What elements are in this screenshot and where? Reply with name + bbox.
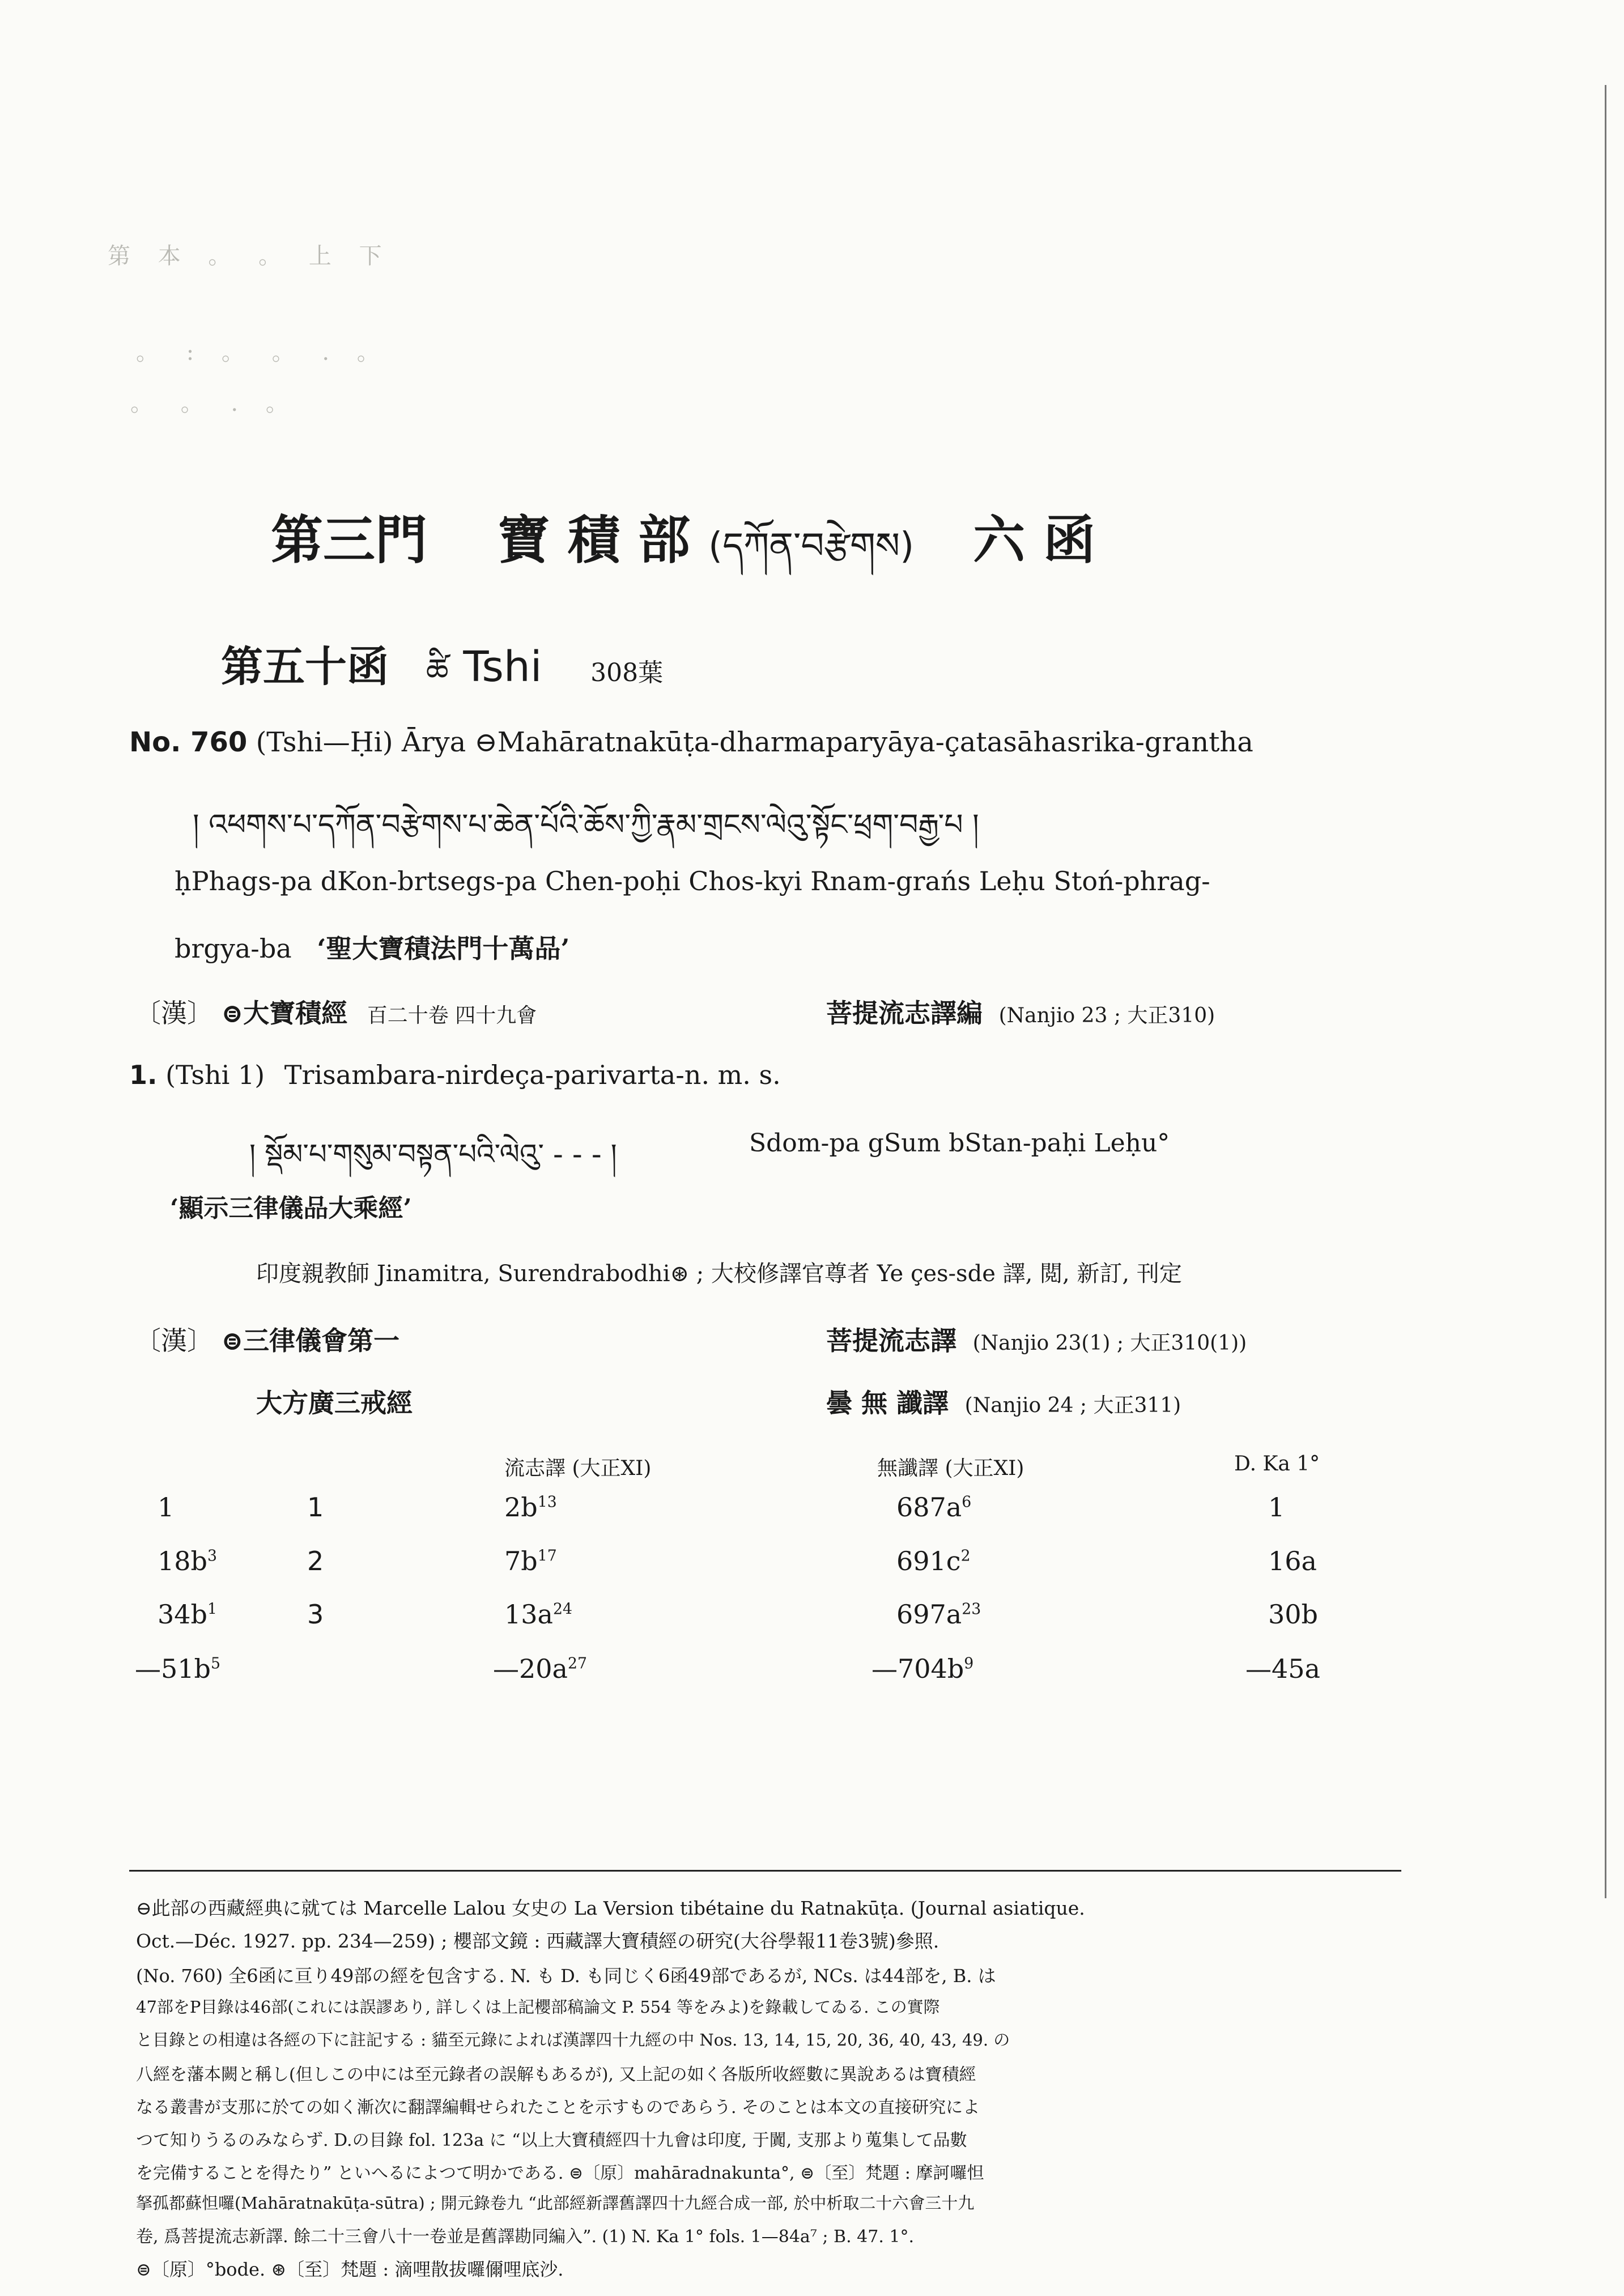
section-volumes: 六 函 [973,509,1096,571]
item1-han1-translator-line [826,1320,1247,1358]
item1-title-line [129,1060,781,1090]
cell-col4: $687a^6$ [896,1492,972,1523]
footnote-2i: 卷, 爲菩提流志新譯. 餘二十三會八十一卷並是舊譯勘同編入”. (1) N. Ka 1° fols. 1—84a⁷ ; B. 47. 1°. [136,2227,915,2247]
volume-roman: Tshi [463,643,542,691]
item1-ref: (Tshi 1) [165,1060,265,1090]
item1-han2-translator: 曇 無 讖譯 [826,1388,949,1418]
table-header-liuzhi: 流志譯 (大正XI) [504,1457,652,1480]
entry-han-label: 〔漢〕 [135,998,213,1028]
item1-jp-title: ‘顯示三律儀品大乘經’ [170,1194,412,1223]
entry-han-size: 百二十卷 四十九會 [367,1004,537,1027]
cell-col1: 1 [158,1492,175,1523]
item1-tibetan: ། སྡོམ་པ་གསུམ་བསྟན་པའི་ལེའུ་ - - - ། [249,1138,617,1171]
item1-han2-title: 大方廣三戒經 [256,1388,413,1418]
entry-translit-2-text: brgya-ba [175,933,292,964]
section-name: 寶 積 部 [498,509,691,571]
entry-ref: (Tshi—Ḥi) [256,726,393,758]
item1-han1-ref: (Nanjio 23(1) ; 大正310(1)) [972,1332,1247,1355]
page-edge-line [1605,85,1606,1898]
entry-han-translator: 菩提流志譯編 [826,998,983,1028]
entry-tibetan: ། འཕགས་པ་དཀོན་བརྩེགས་པ་ཆེན་པོའི་ཆོས་ཀྱི་རྣམ་གྲངས་ལེའུ་སྟོང་ཕྲག་བརྒྱ་པ ། [193,808,979,842]
footnote-1b: Oct.—Déc. 1927. pp. 234—259) ; 櫻部文鏡 : 西藏譯大寶積經の研究(大谷學報11卷3號)參照. [136,1930,939,1952]
cell-col1: $—51b^5$ [135,1653,220,1684]
entry-han-title: ⊜大寶積經 [221,998,348,1028]
entry-jp-title: ‘聖大寶積法門十萬品’ [317,933,570,964]
entry-title-line [129,726,1253,758]
item1-han1-label: 〔漢〕 [135,1325,213,1356]
footnote-1a: ⊖此部の西藏經典に就ては Marcelle Lalou 女史の La Version tibétaine du Ratnakūṭa. (Journal asiatique. [136,1897,1085,1919]
footnote-2h: 拏孤都蘇怛囉(Mahāratnakūṭa-sūtra) ; 開元錄卷九 “此部經新譯舊譯四十九經合成一部, 於中析取二十六會三十九 [136,2193,975,2213]
table-header-wuchen: 無讖譯 (大正XI) [877,1457,1024,1480]
entry-translit-1: ḥPhags-pa dKon-brtsegs-pa Chen-poḥi Chos-kyi Rnam-grańs Leḥu Stoń-phrag- [175,866,1210,896]
section-heading [271,499,1095,607]
footnote-3: ⊜〔原〕°bode. ⊛〔至〕梵題 : 滴哩散拔囉儞哩底沙. [136,2259,564,2280]
item1-han2-ref: (Nanjio 24 ; 大正311) [964,1394,1181,1417]
entry-han-line [135,993,537,1030]
footnote-2f: つて知りうるのみならず. D.の目錄 fol. 123a に “以上大寶積經四十九會は印度, 于闐, 支那より蒐集して品數 [136,2131,967,2150]
item1-han1-line [135,1320,399,1358]
entry-han-translator-line [826,993,1215,1030]
faint-marks-3: 。 。 . 。 [130,390,299,416]
cell-col2: 1 [307,1492,324,1523]
faint-marks-2: 。 : 。 。 . 。 [136,339,390,365]
entry-translit-2 [175,928,569,966]
cell-col2: 3 [307,1599,324,1630]
item1-han1-title: ⊜三律儀會第一 [221,1325,400,1356]
entry-han-ref: (Nanjio 23 ; 大正310) [998,1004,1215,1027]
cell-col3: $13a^{24}$ [504,1599,572,1630]
item1-number: 1. [129,1060,158,1090]
footnote-2c: と目錄との相違は各經の下に註記する : 貓至元錄によれば漢譯四十九經の中 Nos. 13, 14, 15, 20, 36, 40, 43, 49. の [136,2030,1010,2050]
cell-col5: 30b [1268,1599,1318,1630]
cell-col3: $2b^{13}$ [504,1492,557,1523]
cell-col5: —45a [1245,1653,1320,1684]
cell-col3: $7b^{17}$ [504,1546,557,1576]
cell-col5: 1 [1268,1492,1285,1523]
table-header-derge: D. Ka 1° [1234,1452,1320,1476]
cell-col4: $—704b^9$ [871,1653,974,1684]
item1-han2-translator-line [826,1383,1181,1420]
entry-number: No. 760 [129,726,248,758]
footnote-2b: 47部をP目錄は46部(これには誤謬あり, 詳しくは上記櫻部稿論文 P. 554 等をみよ)を錄載してゐる. この實際 [136,1997,940,2017]
section-tibetan: (དཀོན་བརྩེགས) [708,525,915,567]
section-part: 第三門 [271,509,428,571]
cell-col4: $697a^{23}$ [896,1599,981,1630]
item1-han1-translator: 菩提流志譯 [826,1325,956,1356]
footnote-2d: 八經を藩本闕と稱し(但しこの中には至元錄者の誤解もあるが), 又上記の如く各版所收經數に異說あるは寶積經 [136,2065,976,2085]
volume-tib-letter: ཚི [426,652,449,689]
volume-leaves: 308葉 [590,658,664,687]
volume-label: 第五十函 [221,643,389,691]
cell-col1: $34b^1$ [158,1599,217,1630]
entry-sanskrit: Ārya ⊖Mahāratnakūṭa-dharmaparyāya-çatasāhasrika-grantha [401,726,1253,758]
volume-heading [221,633,663,724]
footnote-2a: (No. 760) 全6函に亘り49部の經を包含する. N. も D. も同じく6函49部であるが, NCs. は44部を, B. は [136,1965,996,1987]
cell-col5: 16a [1268,1546,1317,1576]
item1-sanskrit: Trisambara-nirdeça-parivarta-n. m. s. [284,1060,781,1090]
cell-col1: $18b^3$ [158,1546,217,1576]
cell-col3: $—20a^{27}$ [493,1653,587,1684]
footnote-divider [129,1870,1401,1872]
faint-marks-1: 第 本 。 。 上 下 [108,243,392,269]
item1-credits: 印度親教師 Jinamitra, Surendrabodhi⊛ ; 大校修譯官尊者 Ye çes-sde 譯, 閲, 新訂, 刊定 [256,1261,1182,1287]
footnote-2e: なる叢書が支那に於ての如く漸次に翻譯編輯せられたことを示すものであらう. そのことは本文の直接研究によ [136,2098,980,2118]
footnote-2g: を完備することを得たり” といへるによつて明かである. ⊜〔原〕mahāradnakunta°, ⊜〔至〕梵題 : 摩訶囉怛 [136,2163,984,2183]
item1-translit: Sdom-pa gSum bStan-paḥi Leḥu° [749,1129,1170,1158]
cell-col2: 2 [307,1546,324,1576]
cell-col4: $691c^2$ [896,1546,971,1576]
